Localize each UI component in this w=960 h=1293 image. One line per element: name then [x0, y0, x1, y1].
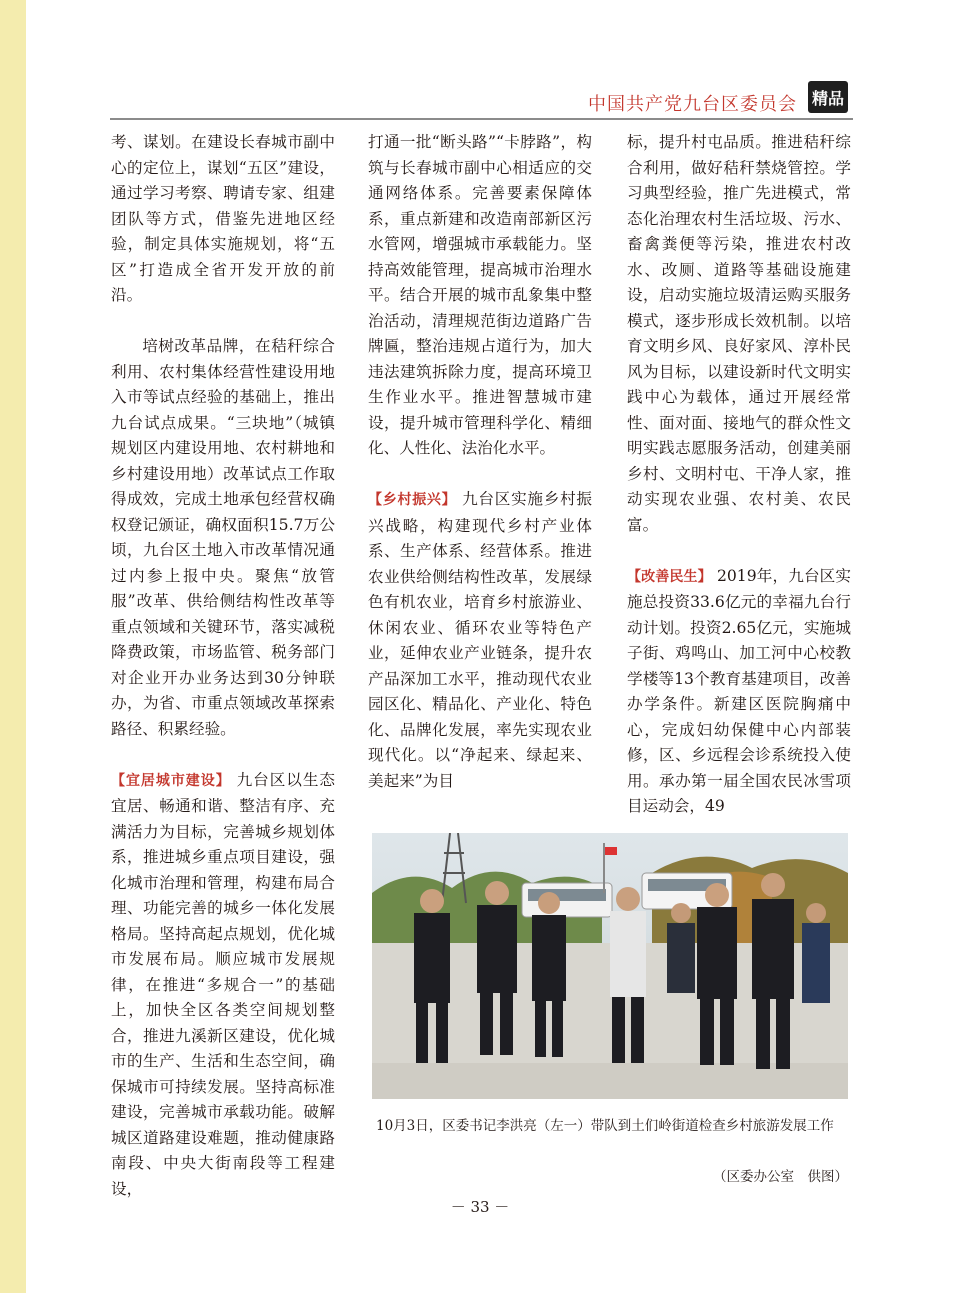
section-heading: 【乡村振兴】 [368, 492, 457, 508]
text-column-1 [111, 130, 335, 1202]
page-number: － 33 － [450, 1198, 510, 1216]
section-text: 2019年，九台区实施总投资33.6亿元的幸福九台行动计划。投资2.65亿元，实施城子街、鸡鸣山、加工河中心校教学楼等13个教育基建项目，改善办学条件。新建区医院胸痛中心，完成妇幼保健中心内部装修，区、乡远程会诊系统投入使用。承办第一届全国农民冰雪项目运动会，49 [627, 566, 852, 815]
photo-caption: 10月3日，区委书记李洪亮（左一）带队到土们岭街道检查乡村旅游发展工作 [376, 1118, 834, 1134]
text-column-3 [627, 130, 851, 820]
section-livable-city [111, 768, 335, 1203]
text-column-2 [368, 130, 592, 794]
paragraph: 培树改革品牌，在秸秆综合利用、农村集体经营性建设用地入市等试点经验的基础上，推出九台试点成果。“三块地”（城镇规划区内建设用地、农村耕地和乡村建设用地）改革试点工作取得成效，完成土地承包经营权确权登记颁证，确权面积15.7万公顷，九台区土地入市改革情况通过内参上报中央。聚焦“放管服”改革、供给侧结构性改革等重点领域和关键环节，落实减税降费政策，市场监管、税务部门对企业开办业务达到30分钟联办，为省、市重点领域改革探索路径、积累经验。 [111, 337, 335, 738]
section-text: 九台区实施乡村振兴战略，构建现代乡村产业体系、生产体系、经营体系。推进农业供给侧结构性改革，发展绿色有机农业，培育乡村旅游业、休闲农业、循环农业等特色产业，延伸农业产业链条，提升农产品深加工水平，推动现代农业园区化、精品化、产业化、特色化、品牌化发展，率先实现农业现代化。以“净起来、绿起来、美起来”为目 [368, 490, 592, 790]
section-rural-revitalization [368, 487, 592, 794]
section-heading: 【宜居城市建设】 [111, 772, 231, 789]
paragraph: 打通一批“断头路”“卡脖路”，构筑与长春城市副中心相适应的交通网络体系。完善要素保障体系，重点新建和改造南部新区污水管网，增强城市承载能力。坚持高效能管理，提高城市治理水平。结合开展的城市乱象集中整治活动，清理规范街边道路广告牌匾，整治违规占道行为，加大违法建筑拆除力度，提高环境卫生作业水平。推进智慧城市建设，提升城市管理科学化、精细化、人性化、法治化水平。 [368, 133, 592, 457]
paragraph: 标，提升村屯品质。推进秸秆综合利用，做好秸秆禁烧管控。学习典型经验，推广先进模式，常态化治理农村生活垃圾、污水、畜禽粪便等污染，推进农村改水、改厕、道路等基础设施建设，启动实施垃圾清运购买服务模式，逐步形成长效机制。以培育文明乡风、良好家风、淳朴民风为目标，以建设新时代文明实践中心为载体，通过开展经常性、面对面、接地气的群众性文明实践志愿服务活动，创建美丽乡村、文明村屯、干净人家，推动实现农业强、农村美、农民富。 [627, 133, 851, 534]
section-livelihood [627, 564, 851, 820]
header-logo: 精品 [808, 81, 848, 113]
section-heading: 【改善民生】 [627, 568, 712, 585]
news-photo [372, 833, 848, 1099]
paragraph: 考、谋划。在建设长春城市副中心的定位上，谋划“五区”建设，通过学习考察、聘请专家、组建团队等方式，借鉴先进地区经验，制定具体实施规划，将“五区”打造成全省开发开放的前沿。 [111, 133, 335, 304]
section-text: 九台区以生态宜居、畅通和谐、整洁有序、充满活力为目标，完善城乡规划体系，推进城乡重点项目建设，强化城市治理和管理，构建布局合理、功能完善的城乡一体化发展格局。坚持高起点规划，优化城市发展布局。顺应城市发展规律，在推进“多规合一”的基础上，加快全区各类空间规划整合，推进九溪新区建设，优化城市的生产、生活和生态空间，确保城市可持续发展。坚持高标准建设，完善城市承载功能。破解城区道路建设难题，推动健康路南段、中央大街南段等工程建设， [111, 770, 335, 1198]
side-color-strip [0, 0, 26, 1293]
running-header-title: 中国共产党九台区委员会 [588, 94, 797, 115]
photo-credit: （区委办公室 供图） [713, 1169, 848, 1185]
header-divider [110, 118, 853, 120]
